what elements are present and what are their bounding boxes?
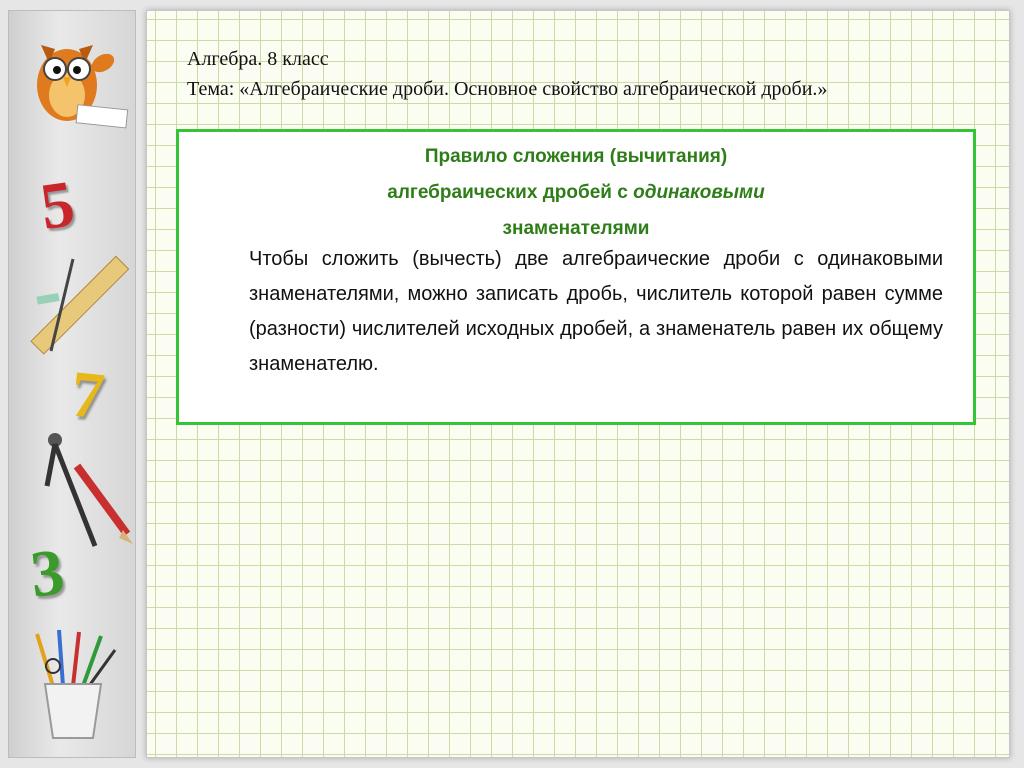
decorative-sidebar — [8, 10, 136, 758]
course-title: Алгебра. 8 класс — [187, 48, 329, 70]
rule-body-text: Чтобы сложить (вычесть) две алгебраические дроби с одинаковыми знаменателями, можно записать дробь, числитель которой равен сумме (разности) числителей исходных дробей, а знаменатель равен их общему знаменателю. — [249, 248, 943, 375]
rule-title-line-1: Правило сложения (вычитания) — [424, 146, 728, 167]
rule-box — [176, 129, 976, 425]
rule-title-line-2 — [179, 175, 973, 211]
topic-title: Тема: «Алгебраические дроби. Основное свойство алгебраической дроби.» — [187, 78, 828, 100]
number-7: 7 — [67, 357, 108, 434]
number-5: 5 — [36, 167, 79, 244]
pencil-cup-icon — [23, 626, 123, 746]
owl-icon — [19, 23, 131, 131]
rule-title-line-2-text: алгебраических дробей с — [387, 182, 634, 203]
rule-title-line-3: знаменателями — [502, 218, 650, 239]
ruler-pencil-icon — [17, 251, 129, 359]
rule-title-emphasis: одинаковыми — [633, 182, 765, 203]
number-3: 3 — [27, 535, 68, 612]
rule-title — [179, 139, 973, 247]
slide-header — [187, 44, 1017, 104]
